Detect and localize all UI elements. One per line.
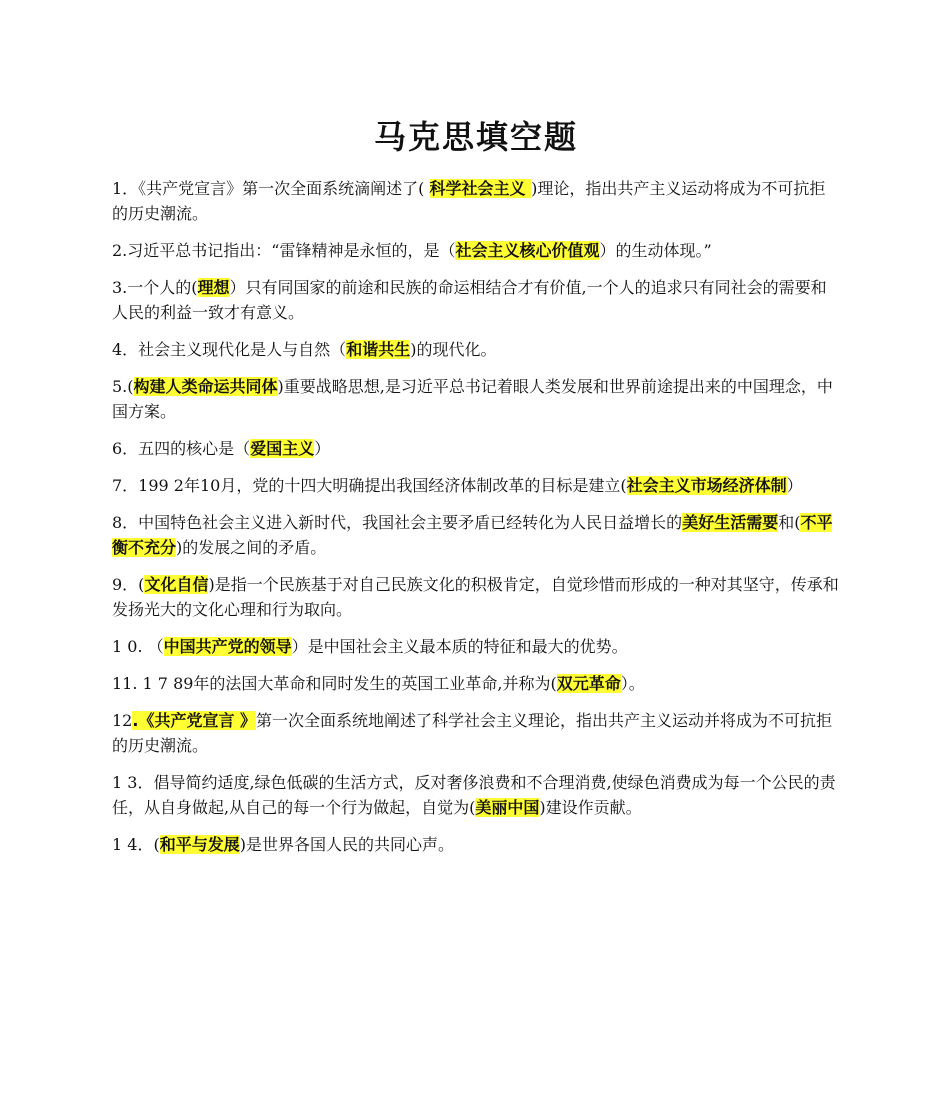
- question-text: 9．(: [112, 575, 145, 594]
- question-text: 1 4．(: [112, 835, 160, 854]
- question-item: [112, 436, 840, 461]
- question-text: ）。: [620, 674, 645, 693]
- question-text: ）是中国社会主义最本质的特征和最大的优势。: [291, 637, 628, 656]
- answer-highlight: 爱国主义: [250, 439, 315, 458]
- question-text: 7．199 2年10月，党的十四大明确提出我国经济体制改革的目标是建立(: [112, 476, 627, 495]
- question-text: 1．《共产党宣言》第一次全面系统滴阐述了(: [112, 179, 430, 198]
- question-item: [112, 708, 840, 758]
- question-text: 6．五四的核心是（: [112, 439, 251, 458]
- answer-highlight: 美好生活需要: [682, 513, 779, 532]
- question-item: [112, 832, 840, 857]
- question-item: [112, 238, 840, 263]
- question-item: [112, 671, 840, 696]
- answer-highlight: 双元革命: [556, 674, 621, 693]
- question-text: 3.一个人的(: [112, 278, 198, 297]
- question-text: )的现代化。: [410, 340, 497, 359]
- answer-highlight: 科学社会主义: [429, 179, 532, 198]
- question-item: [112, 337, 840, 362]
- answer-highlight: 社会主义核心价值观: [455, 241, 600, 260]
- question-text: )的发展之间的矛盾。: [176, 538, 327, 557]
- answer-highlight: 理想: [197, 278, 230, 297]
- question-item: [112, 770, 840, 820]
- question-text: 2.习近平总书记指出：“雷锋精神是永恒的，是（: [112, 241, 456, 260]
- question-item: [112, 275, 840, 325]
- answer-highlight: 社会主义市场经济体制: [626, 476, 787, 495]
- question-item: [112, 176, 840, 226]
- question-item: [112, 473, 840, 498]
- question-item: [112, 374, 840, 424]
- question-text: ）: [314, 439, 331, 458]
- answer-highlight: 和谐共生: [346, 340, 411, 359]
- question-text: 第一次全面系统地阐述了科学社会主义理论，指出共产主义运动并将成为不可抗拒的历史潮流。: [112, 711, 833, 755]
- question-text: 11. 1 7 89年的法国大革命和同时发生的英国工业革命,并称为(: [112, 674, 557, 693]
- question-item: [112, 572, 840, 622]
- question-item: [112, 634, 840, 659]
- answer-highlight: 构建人类命运共同体: [133, 377, 278, 396]
- question-text: )重要战略思想,是习近平总书记着眼人类发展和世界前途提出来的中国理念，中国方案。: [112, 377, 833, 421]
- question-text: )是世界各国人民的共同心声。: [239, 835, 454, 854]
- question-text: 5.(: [112, 377, 134, 396]
- question-text: )理论，指出共产主义运动将成为不可抗拒的历史潮流。: [112, 179, 826, 223]
- answer-highlight: 和平与发展: [159, 835, 240, 854]
- question-text: 1 3．倡导简约适度,绿色低碳的生活方式，反对奢侈浪费和不合理消费,使绿色消费成为每一个公民的责任，从自身做起,从自己的每一个行为做起，自觉为(: [112, 773, 836, 817]
- question-list: [112, 176, 840, 857]
- question-text: ）: [786, 476, 803, 495]
- question-text: )是指一个民族基于对自己民族文化的积极肯定，自觉珍惜而形成的一种对其坚守，传承和发扬光大的文化心理和行为取向。: [112, 575, 839, 619]
- question-text: 12: [112, 711, 133, 730]
- question-text: ）只有同国家的前途和民族的命运相结合才有价值,一个人的追求只有同社会的需要和人民的利益一致才有意义。: [112, 278, 827, 322]
- question-text: 8．中国特色社会主义进入新时代，我国社会主要矛盾已经转化为人民日益增长的: [112, 513, 683, 532]
- answer-highlight: .《共产党宣言 》: [132, 711, 257, 730]
- question-text: )建设作贡献。: [539, 798, 642, 817]
- question-text: 4．社会主义现代化是人与自然（: [112, 340, 347, 359]
- question-item: [112, 510, 840, 560]
- question-text: ）的生动体现。”: [599, 241, 712, 260]
- question-text: 1 0. （: [112, 637, 164, 656]
- answer-highlight: 中国共产党的领导: [163, 637, 292, 656]
- answer-highlight: 不平衡不充分: [112, 513, 833, 557]
- question-text: 和(: [778, 513, 801, 532]
- answer-highlight: 美丽中国: [475, 798, 540, 817]
- page-title: 马克思填空题: [373, 118, 578, 156]
- answer-highlight: 文化自信: [144, 575, 209, 594]
